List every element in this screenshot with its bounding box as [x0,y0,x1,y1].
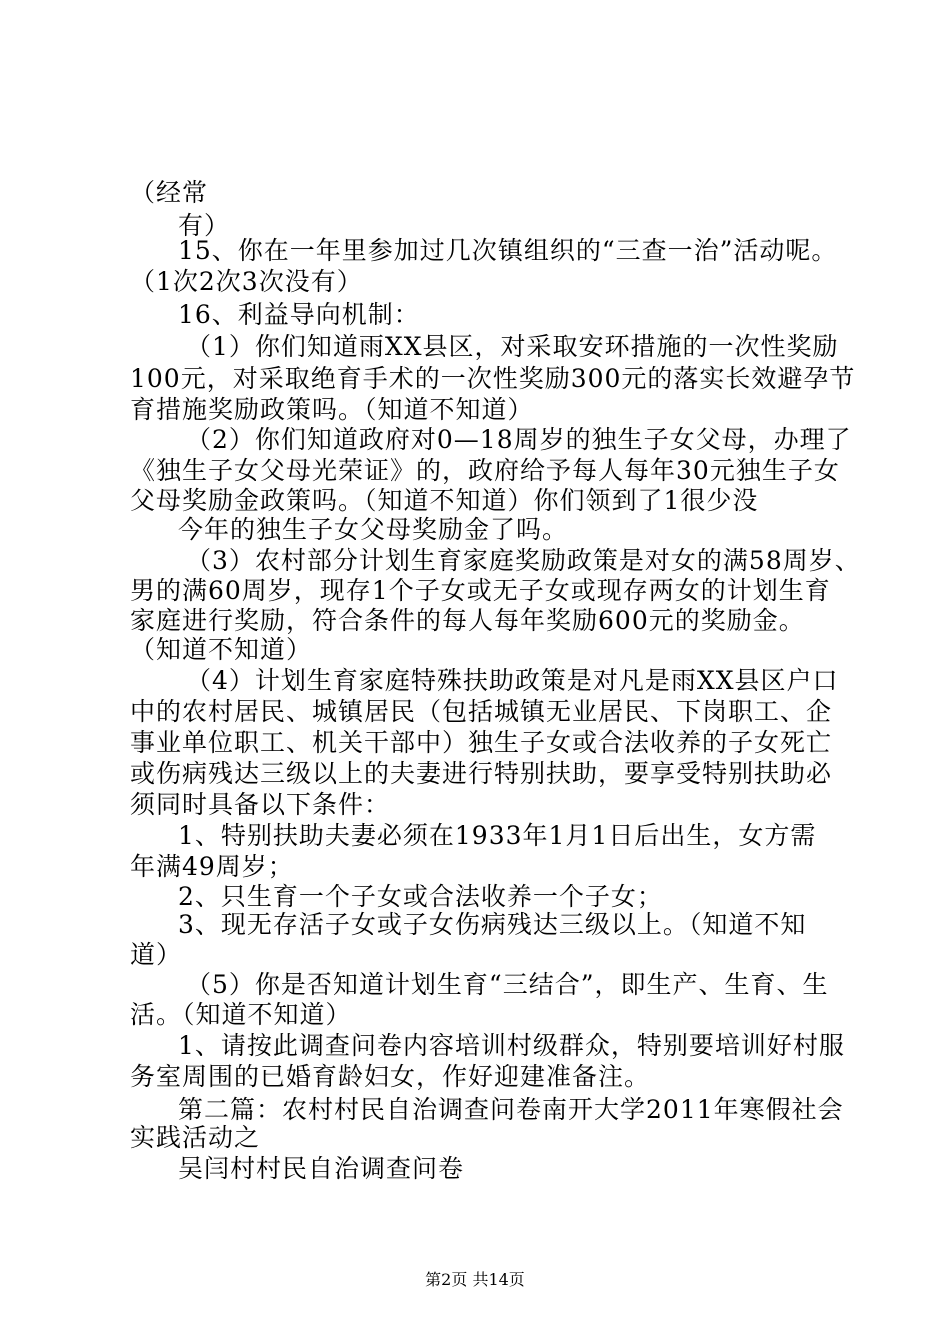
text-line: （知道不知道） [130,635,313,664]
text-line: 务室周围的已婚育龄妇女，作好迎建准备注。 [130,1062,651,1091]
text-line: 有） [178,211,231,240]
text-line: 家庭进行奖励，符合条件的每人每年奖励600元的奖励金。 [130,606,805,635]
text-line: 道） [130,940,183,969]
text-line: 或伤病残达三级以上的夫妻进行特别扶助，要享受特别扶助必 [130,759,833,788]
text-line: 1、特别扶助夫妻必须在1933年1月1日后出生，女方需 [178,821,817,850]
text-line: 100元，对采取绝育手术的一次性奖励300元的落实长效避孕节 [130,364,856,393]
text-line: （4）计划生育家庭特殊扶助政策是对凡是雨XX县区户口 [186,666,839,695]
text-line: 年满49周岁； [130,852,294,881]
text-line: 须同时具备以下条件： [130,790,391,819]
text-line: 父母奖励金政策吗。（知道不知道）你们领到了1很少没 [130,486,759,515]
text-line: 第二篇：农村村民自治调查问卷南开大学2011年寒假社会 [178,1095,844,1124]
text-line: （3）农村部分计划生育家庭奖励政策是对女的满58周岁、 [186,546,861,575]
page-footer: 第2页 共14页 [425,1270,525,1289]
text-line: 16、利益导向机制： [178,300,420,329]
text-line: 2、只生育一个子女或合法收养一个子女； [178,882,663,911]
text-line: 3、现无存活子女或子女伤病残达三级以上。（知道不知 [178,910,807,939]
text-line: 今年的独生子女父母奖励金了吗。 [178,515,569,544]
text-line: 《独生子女父母光荣证》的，政府给予每人每年30元独生子女 [130,456,840,485]
text-line: 中的农村居民、城镇居民（包括城镇无业居民、下岗职工、企 [130,697,833,726]
text-line: （5）你是否知道计划生育“三结合”，即生产、生育、生 [186,970,829,999]
text-line: （1次2次3次没有） [130,267,363,296]
text-line: （经常 [130,178,209,207]
text-line: （1）你们知道雨XX县区，对采取安环措施的一次性奖励 [186,332,839,361]
text-line: 1、请按此调查问卷内容培训村级群众，特别要培训好村服 [178,1031,845,1060]
text-line: （2）你们知道政府对0—18周岁的独生子女父母，办理了 [186,425,852,454]
text-line: 事业单位职工、机关干部中）独生子女或合法收养的子女死亡 [130,728,833,757]
text-line: 吴闫村村民自治调查问卷 [178,1154,465,1183]
text-line: 育措施奖励政策吗。（知道不知道） [130,395,534,424]
text-line: 男的满60周岁，现存1个子女或无子女或现存两女的计划生育 [130,576,831,605]
text-line: 实践活动之 [130,1123,261,1152]
text-line: 15、你在一年里参加过几次镇组织的“三查一治”活动呢。 [178,236,838,265]
text-line: 活。（知道不知道） [130,1000,352,1029]
